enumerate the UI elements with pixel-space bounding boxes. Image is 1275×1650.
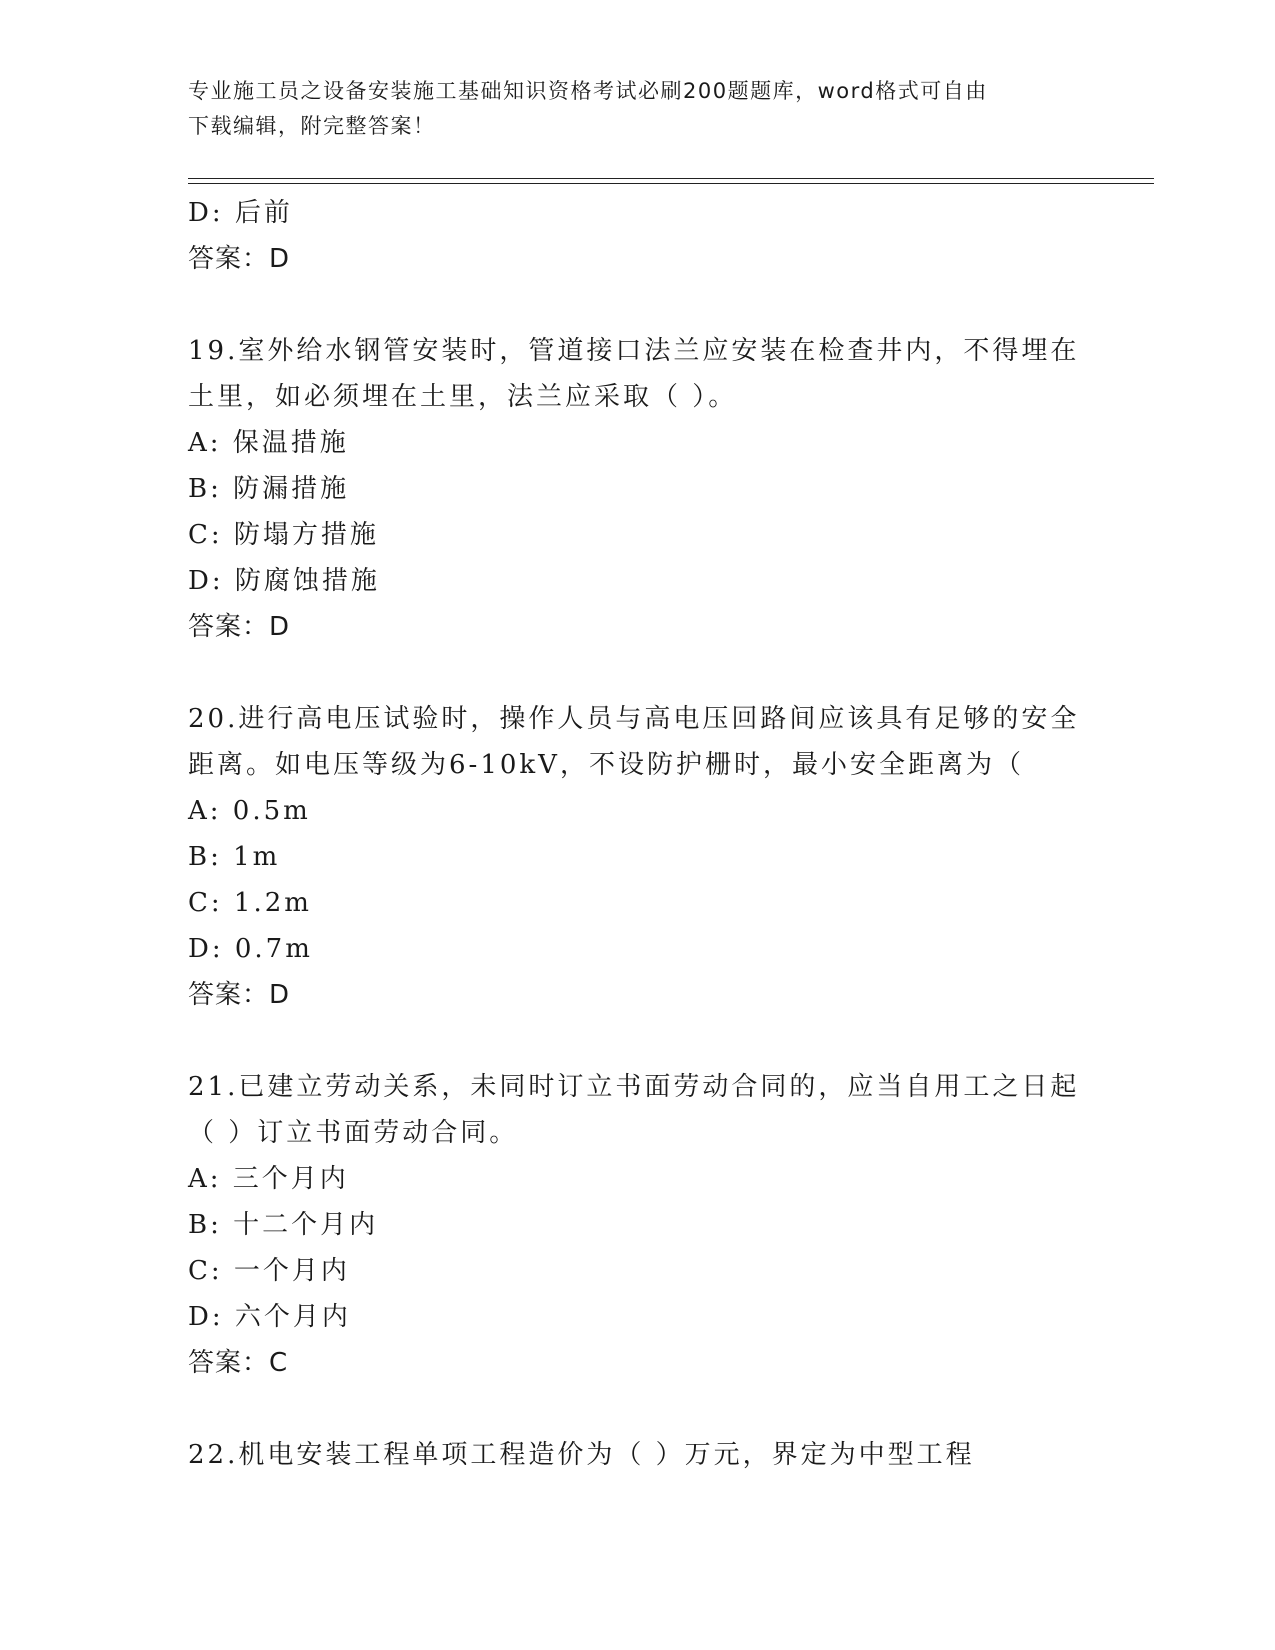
- question-22: [188, 1432, 1088, 1478]
- option-c: C: 一个月内: [188, 1256, 350, 1286]
- answer: 答案：D: [188, 980, 291, 1010]
- question-19: [188, 328, 1088, 650]
- question-stem: 22.机电安装工程单项工程造价为（ ）万元，界定为中型工程: [188, 1440, 975, 1470]
- answer: 答案：D: [188, 612, 291, 642]
- question-list: [188, 190, 1088, 1478]
- question-stem: 20.进行高电压试验时，操作人员与高电压回路间应该具有足够的安全: [188, 704, 1080, 734]
- question-21: [188, 1064, 1088, 1386]
- answer: 答案：C: [188, 1348, 289, 1378]
- option-b: B: 十二个月内: [188, 1210, 379, 1240]
- question-stem: 土里，如必须埋在土里，法兰应采取（ ）。: [188, 382, 738, 412]
- option-a: A: 保温措施: [188, 428, 349, 458]
- option-d: D: 后前: [188, 198, 293, 228]
- option-b: B: 防漏措施: [188, 474, 350, 504]
- answer: 答案：D: [188, 244, 291, 274]
- option-b: B: 1m: [188, 842, 281, 872]
- question-20: [188, 696, 1088, 1018]
- question-stem: 19.室外给水钢管安装时，管道接口法兰应安装在检查井内，不得埋在: [188, 336, 1080, 366]
- option-a: A: 0.5m: [188, 796, 311, 826]
- option-c: C: 防塌方措施: [188, 520, 379, 550]
- header-line-2: 下载编辑，附完整答案！: [188, 114, 436, 138]
- question-stem: （ ）订立书面劳动合同。: [188, 1118, 519, 1148]
- option-d: D: 0.7m: [188, 934, 313, 964]
- option-a: A: 三个月内: [188, 1164, 349, 1194]
- option-d: D: 防腐蚀措施: [188, 566, 380, 596]
- header-line-1: 专业施工员之设备安装施工基础知识资格考试必刷200题题库，word格式可自由: [188, 79, 988, 103]
- document-header: [188, 74, 1068, 144]
- question-stem: 距离。如电压等级为6-10kV，不设防护栅时，最小安全距离为（: [188, 750, 1024, 780]
- question-stem: 21.已建立劳动关系，未同时订立书面劳动合同的，应当自用工之日起: [188, 1072, 1080, 1102]
- header-rule-top: [188, 178, 1154, 179]
- option-c: C: 1.2m: [188, 888, 312, 918]
- header-rule-bottom: [188, 183, 1154, 184]
- option-d: D: 六个月内: [188, 1302, 351, 1332]
